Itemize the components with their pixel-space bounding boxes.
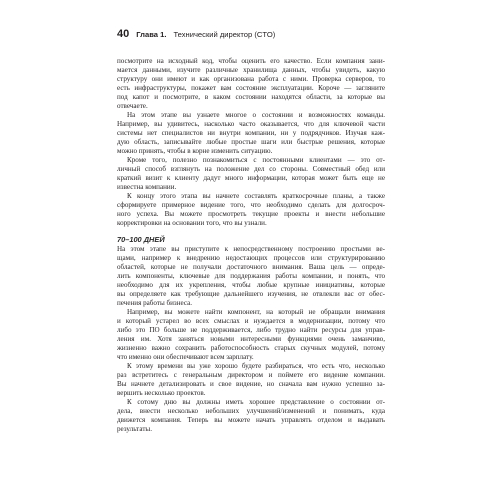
text-line: необходимо для их укрепления, чтобы любые крупные инициативы, которые — [117, 281, 385, 289]
text-line: корректировки на основании того, что вы узнали. — [117, 219, 267, 227]
text-line: сформируете примерное видение того, что необходимо сделать для долгосроч- — [117, 201, 385, 209]
text-line: дела, внести несколько небольших улучшений/изменений и понимать, куда — [117, 407, 385, 415]
text-line: На этом этапе вы приступите к непосредственному построению простыми ве- — [117, 245, 385, 253]
text-line: под капот и посмотрите, в каком состоянии находятся области, за которые вы — [117, 93, 385, 101]
page-number: 40 — [117, 28, 130, 40]
text-line: мается данными, изучите различные хранилища данных, чтобы увидеть, какую — [117, 66, 385, 74]
text-line: Например, вы удивитесь, насколько часто оказывается, что для ключевой части — [117, 120, 385, 128]
text-line: известна компании. — [117, 183, 177, 191]
text-line: ного успеха. Вы можете просмотреть текущие проекты и внести небольшие — [117, 210, 385, 218]
text-line: есть инфраструктуры, покажет вам состояние эксплуатации. Короче — загляните — [117, 84, 385, 92]
text-line: Например, вы можете найти компонент, на который не обращали внимания — [127, 308, 385, 316]
chapter-title: Технический директор (CTO) — [173, 30, 276, 39]
text-line: посмотрите на исходный код, чтобы оценить его качество. Если компания зани- — [117, 57, 385, 65]
text-line: Кроме того, полезно познакомиться с постоянными клиентами — это от- — [127, 156, 385, 164]
text-line: печения работы бизнеса. — [117, 299, 192, 307]
text-line: вершить несколько проектов. — [117, 389, 206, 397]
text-line: личный способ взглянуть на положение дел со стороны. Совместный обед или — [117, 165, 385, 173]
text-line: движется компания. Теперь вы можете начать управлять отделом и выдавать — [117, 416, 385, 424]
text-line: К сотому дню вы должны иметь хорошее представление о состоянии от- — [127, 398, 385, 406]
text-line: областей, которые не получали достаточного внимания. Ваша цель — опреде- — [117, 263, 385, 271]
text-line: либо это ПО больше не поддерживается, либо трудно найти ресурсы для управ- — [117, 326, 385, 334]
text-line: жизненно важно сохранить работоспособность старых скучных модулей, потому — [117, 344, 385, 352]
text-line: структуру они имеют и как организована работа с ними. Проверка серверов, то — [117, 75, 385, 83]
text-line: результаты. — [117, 425, 152, 433]
body-text — [117, 57, 385, 434]
text-line: На этом этапе вы узнаете многое о состоянии и возможностях команды. — [127, 111, 385, 119]
text-line: К концу этого этапа вы начнете составлять краткосрочные планы, а также — [127, 192, 385, 200]
text-line: дую область, записывайте любые простые шаги или быстрые решения, которые — [117, 138, 385, 146]
text-line: ления им. Хотя заняться новыми интересными функциями очень заманчиво, — [117, 335, 385, 343]
text-line: и который устарел во всех смыслах и нуждается в модернизации, потому что — [117, 317, 385, 325]
text-line: можно принять, чтобы в корне изменить ситуацию. — [117, 147, 273, 155]
text-line: вы определяете как требующие дальнейшего изучения, не отвлекли вас от обес- — [117, 290, 385, 298]
text-line: отвечаете. — [117, 102, 148, 110]
chapter-label: Глава 1. — [136, 30, 167, 39]
text-line: К этому времени вы уже хорошо будете разбираться, что есть что, несколько — [127, 362, 385, 370]
text-line: Вы начнете детализировать и свое видение, но сначала вам нужно успешно за- — [117, 380, 385, 388]
text-line: лить компоненты, ключевые для поддержания работы компании, и понять, что — [117, 272, 385, 280]
text-line: системы нет специалистов ни внутри компании, ни у подрядчиков. Изучая каж- — [117, 129, 385, 137]
running-header — [117, 28, 387, 44]
text-line: раз встретитесь с генеральным директором и поймете его видение компании. — [117, 371, 385, 379]
section-heading: 70–100 ДНЕЙ — [117, 235, 165, 244]
text-line: щами, например к внедрению недостающих процессов или структурированию — [117, 254, 385, 262]
text-line: краткий визит к клиенту дадут много информации, которая может быть еще не — [117, 174, 385, 182]
text-line: что именно они обеспечивают всем зарплату. — [117, 353, 254, 361]
